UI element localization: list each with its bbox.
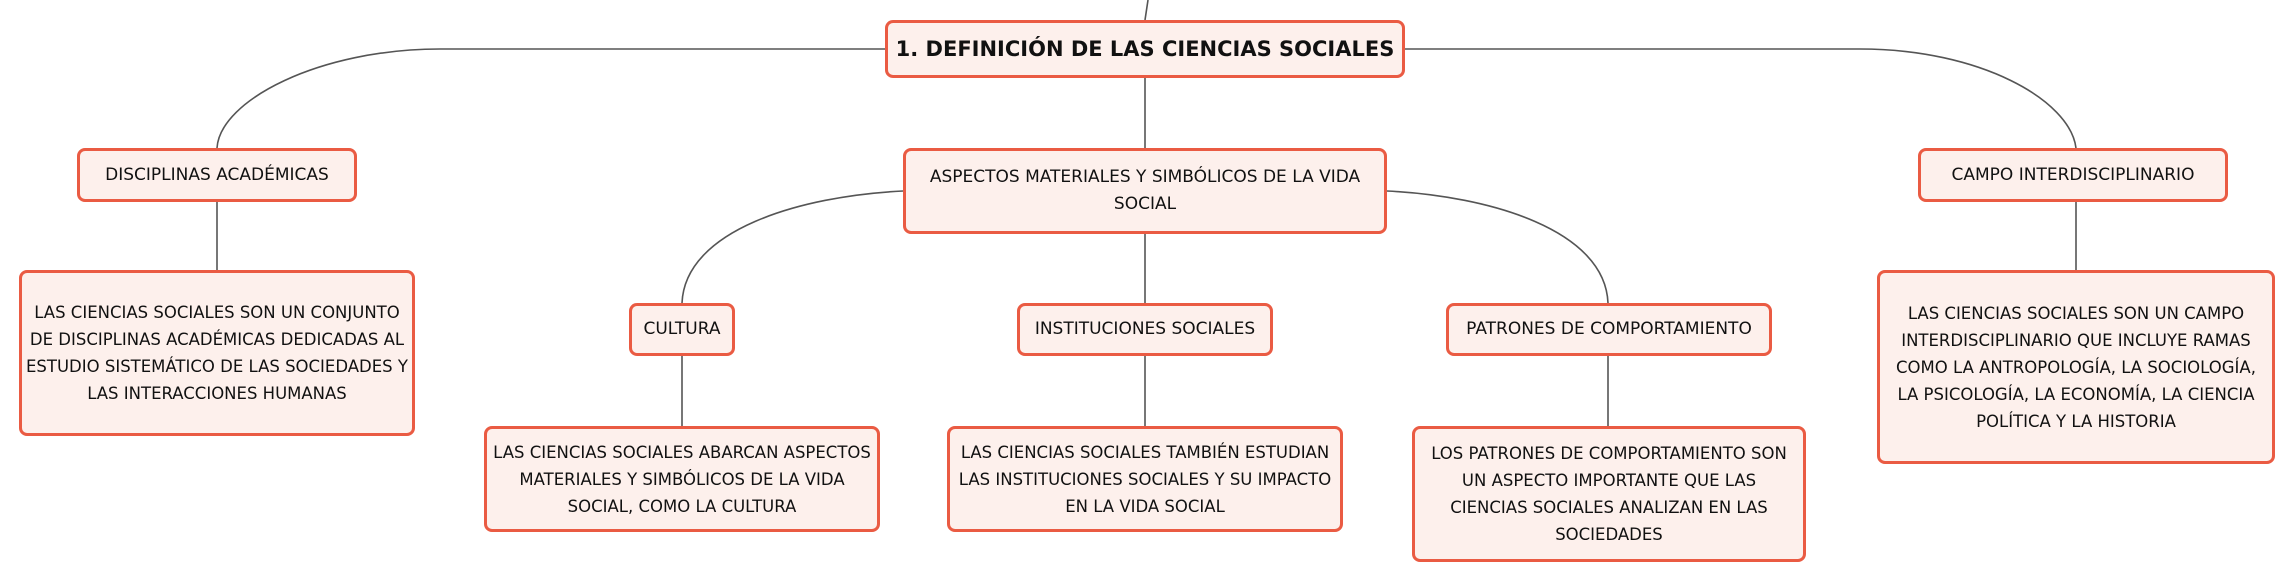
- root-topic-label: 1. DEFINICIÓN DE LAS CIENCIAS SOCIALES: [895, 36, 1395, 61]
- topic-cultura-label: CULTURA: [643, 319, 721, 339]
- detail-campo-interdisciplinario[interactable]: [1877, 270, 2275, 464]
- detail-patrones-comportamiento-text: LOS PATRONES DE COMPORTAMIENTO SON UN ASPECTO IMPORTANTE QUE LAS CIENCIAS SOCIALES ANALIZAN EN LAS SOCIEDADES: [1431, 444, 1787, 544]
- detail-instituciones-sociales-text: LAS CIENCIAS SOCIALES TAMBIÉN ESTUDIAN LAS INSTITUCIONES SOCIALES Y SU IMPACTO EN LA VIDA SOCIAL: [958, 442, 1332, 516]
- detail-instituciones-sociales[interactable]: [947, 426, 1343, 532]
- topic-instituciones-sociales-label: INSTITUCIONES SOCIALES: [1034, 319, 1256, 339]
- detail-cultura[interactable]: [484, 426, 880, 532]
- connector-root-parent: [1145, 0, 1148, 20]
- topic-cultura[interactable]: [629, 303, 735, 356]
- topic-patrones-comportamiento[interactable]: [1446, 303, 1772, 356]
- connector-root-disciplinas: [217, 49, 885, 148]
- topic-campo-interdisciplinario[interactable]: [1918, 148, 2228, 202]
- topic-campo-interdisciplinario-label: CAMPO INTERDISCIPLINARIO: [1951, 164, 2195, 185]
- topic-disciplinas-academicas-label: DISCIPLINAS ACADÉMICAS: [105, 164, 329, 185]
- detail-patrones-comportamiento[interactable]: [1412, 426, 1806, 562]
- detail-cultura-text: LAS CIENCIAS SOCIALES ABARCAN ASPECTOS MATERIALES Y SIMBÓLICOS DE LA VIDA SOCIAL, COMO LA CULTURA: [493, 442, 871, 516]
- connector-aspectos-patrones: [1387, 191, 1608, 303]
- root-topic[interactable]: [885, 20, 1405, 78]
- topic-aspectos-materiales[interactable]: [903, 148, 1387, 234]
- detail-disciplinas-academicas[interactable]: [19, 270, 415, 436]
- topic-instituciones-sociales[interactable]: [1017, 303, 1273, 356]
- detail-campo-interdisciplinario-text: LAS CIENCIAS SOCIALES SON UN CAMPO INTERDISCIPLINARIO QUE INCLUYE RAMAS COMO LA ANTROPOLOGÍA, LA SOCIOLOGÍA, LA PSICOLOGÍA, LA ECONOMÍA, LA CIENCIA POLÍTICA Y LA HISTORIA: [1896, 303, 2256, 431]
- topic-disciplinas-academicas[interactable]: [77, 148, 357, 202]
- topic-patrones-comportamiento-label: PATRONES DE COMPORTAMIENTO: [1466, 319, 1752, 339]
- connector-aspectos-cultura: [682, 191, 903, 303]
- detail-disciplinas-academicas-text: LAS CIENCIAS SOCIALES SON UN CONJUNTO DE DISCIPLINAS ACADÉMICAS DEDICADAS AL ESTUDIO SISTEMÁTICO DE LAS SOCIEDADES Y LAS INTERACCIONES HUMANAS: [26, 303, 408, 403]
- topic-aspectos-materiales-label: ASPECTOS MATERIALES Y SIMBÓLICOS DE LA VIDA SOCIAL: [929, 167, 1361, 214]
- connector-root-campo: [1405, 49, 2076, 148]
